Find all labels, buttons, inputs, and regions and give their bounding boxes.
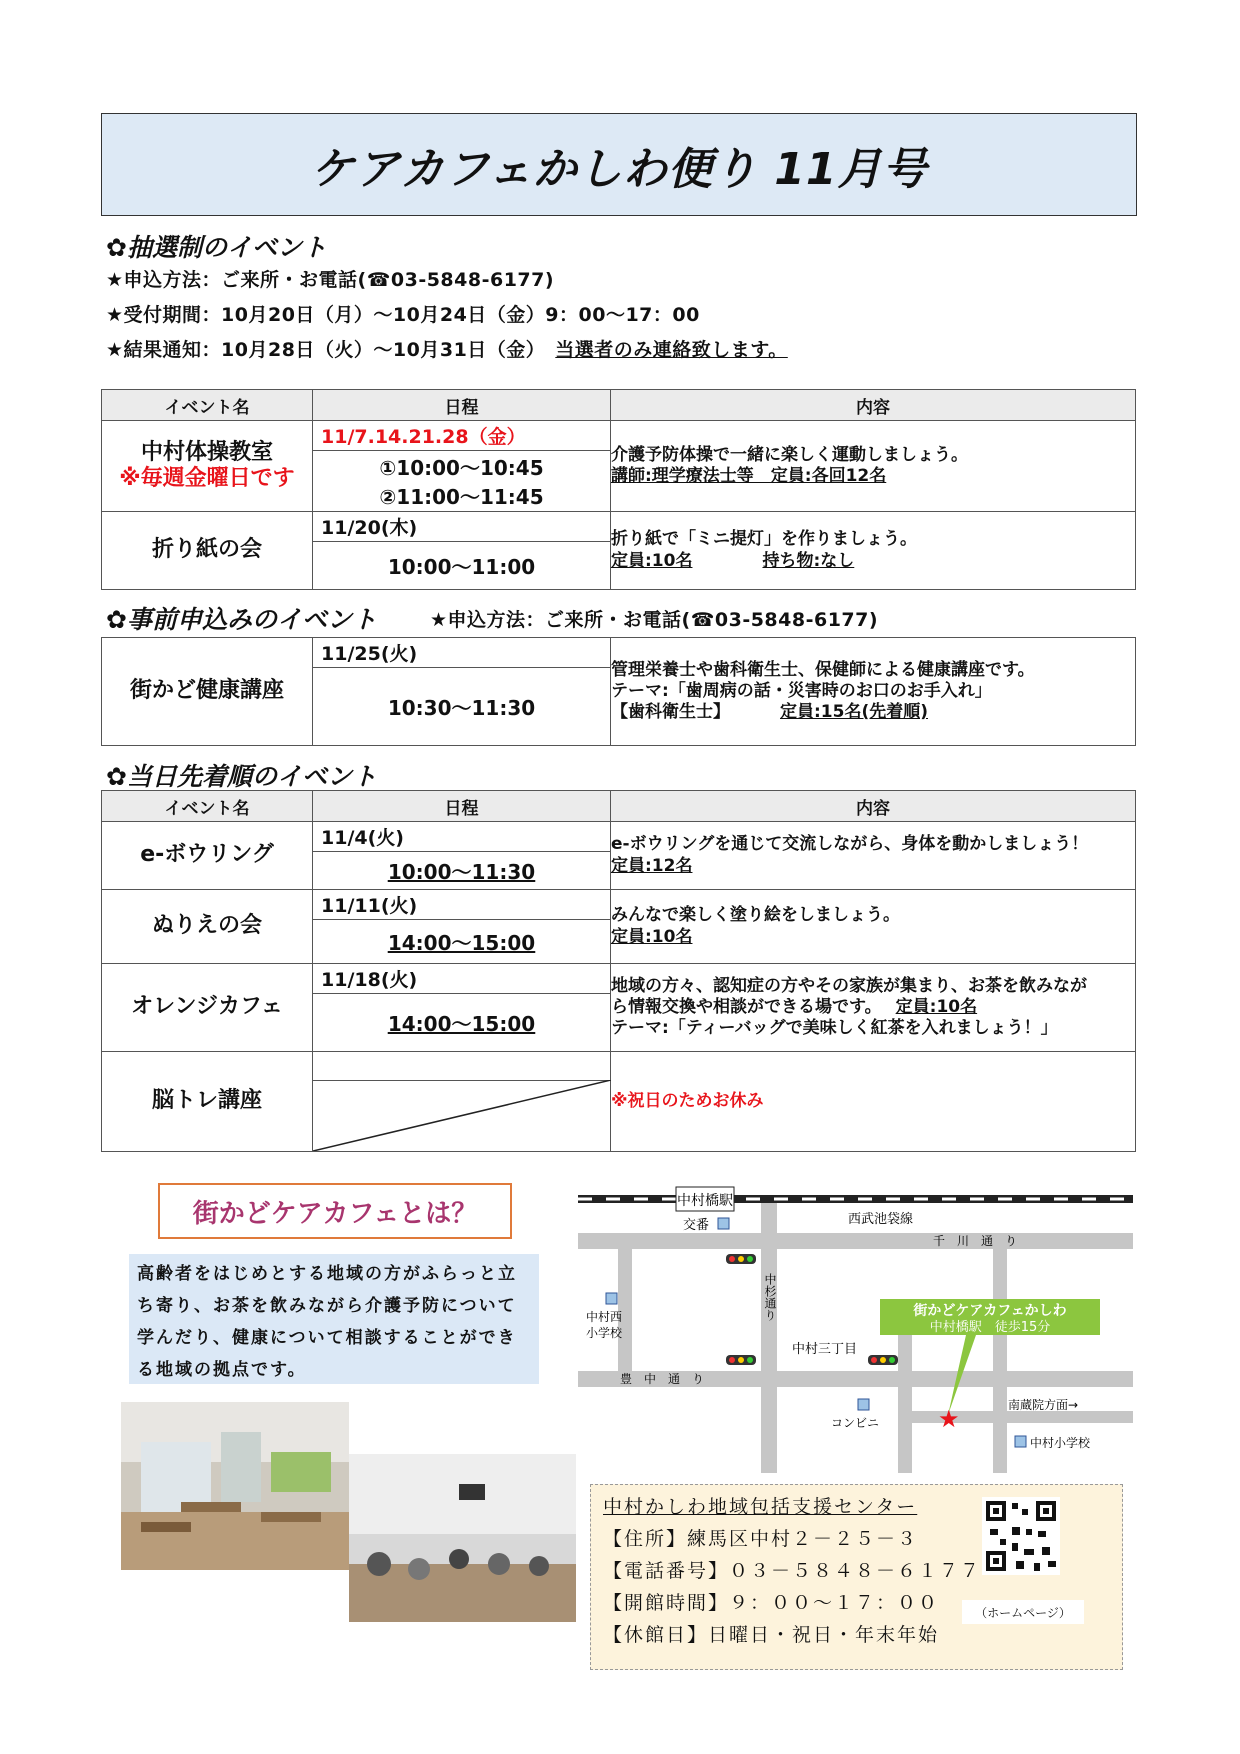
traffic-light-icon: [726, 1254, 756, 1264]
event-desc: 管理栄養士や歯科衛生士、保健師による健康講座です。 テーマ:「歯周病の話・災害時のお口のお手入れ」 【歯科衛生士】 定員:15名(先着順): [611, 638, 1136, 746]
map-koban: 交番: [683, 1218, 710, 1233]
event-date: 11/7.14.21.28（金）: [313, 421, 610, 451]
event-date: 11/18(火): [313, 964, 610, 994]
map-line: 西武池袋線: [848, 1212, 914, 1227]
event-name: オレンジカフェ: [102, 964, 313, 1052]
map-toyonaka: 豊 中 通 り: [620, 1372, 705, 1386]
map-sanchome: 中村三丁目: [792, 1342, 858, 1357]
event-date: 11/11(火): [313, 890, 610, 920]
event-time: 10:30～11:30: [387, 696, 536, 720]
opening-hours: 【開館時間】９：００～１７：００: [603, 1592, 940, 1614]
event-name: 折り紙の会: [102, 512, 313, 590]
event-time: 14:00～15:00: [387, 1012, 536, 1036]
event-desc: e-ボウリングを通じて交流しながら、身体を動かしましょう！ 定員:12名: [611, 822, 1136, 890]
svg-text:中村橋駅 徒歩15分: 中村橋駅 徒歩15分: [929, 1320, 1051, 1335]
lottery-method: ★申込方法：ご来所・お電話(☎03-5848-6177): [106, 269, 555, 291]
closed-days: 【休館日】日曜日・祝日・年末年始: [603, 1624, 940, 1646]
advance-table: [101, 637, 1136, 746]
event-name: ぬりえの会: [102, 890, 313, 964]
map-konbini: コンビニ: [831, 1416, 880, 1430]
event-time: ①10:00～10:45 ②11:00～11:45: [379, 456, 544, 509]
page-title: ケアカフェかしわ便り 11月号: [310, 143, 928, 195]
map-station: 中村橋駅: [677, 1193, 733, 1209]
cafe-room-photo: [121, 1402, 349, 1570]
table-row: [102, 638, 1136, 746]
table-row: [102, 512, 1136, 590]
table-row: [102, 822, 1136, 890]
lottery-table: [101, 389, 1136, 590]
event-name: 中村体操教室 ※毎週金曜日です: [102, 421, 313, 512]
map-nanzoin: 南蔵院方面→: [1008, 1398, 1079, 1412]
center-name: 中村かしわ地域包括支援センター: [603, 1496, 918, 1518]
event-time: 14:00～15:00: [387, 931, 536, 955]
map-nakasugi: 中杉通り: [763, 1273, 777, 1321]
event-time: 10:00～11:00: [387, 555, 536, 579]
header-event: イベント名: [102, 390, 313, 421]
phone: 【電話番号】０３－５８４８－６１７７: [603, 1560, 982, 1582]
event-desc: 折り紙で「ミニ提灯」を作りましょう。 定員:10名 持ち物:なし: [611, 512, 1136, 590]
address: 【住所】練馬区中村２－２５－３: [603, 1528, 919, 1550]
diagonal-line: [313, 1080, 611, 1151]
traffic-light-icon: [726, 1355, 756, 1365]
title-banner: [101, 113, 1137, 216]
svg-text:小学校: 小学校: [586, 1326, 623, 1340]
map-school-naka: 中村小学校: [1030, 1436, 1091, 1450]
exercise-class-photo: [349, 1454, 576, 1622]
advance-heading: ✿事前申込みのイベント: [106, 605, 377, 634]
advance-method: ★申込方法：ご来所・お電話(☎03-5848-6177): [430, 609, 879, 631]
event-desc: ※祝日のためお休み: [611, 1052, 1136, 1152]
lottery-period: ★受付期間：10月20日（月）～10月24日（金）9：00～17：00: [106, 304, 700, 326]
map-callout: 街かどケアカフェかしわ: [913, 1303, 1067, 1319]
header-event: イベント名: [102, 791, 313, 822]
location-star-icon: ★: [938, 1405, 960, 1433]
lottery-heading: ✿抽選制のイベント: [106, 233, 327, 262]
homepage-label: （ホームページ）: [962, 1600, 1084, 1624]
event-desc: みんなで楽しく塗り絵をしましょう。 定員:10名: [611, 890, 1136, 964]
event-name: 街かど健康講座: [102, 638, 313, 746]
lottery-result: ★結果通知：10月28日（火）～10月31日（金） 当選者のみ連絡致します。: [106, 339, 788, 361]
table-row: [102, 964, 1136, 1052]
table-row: [102, 1052, 1136, 1152]
table-row: [102, 890, 1136, 964]
event-name: 脳トレ講座: [102, 1052, 313, 1152]
event-desc: 介護予防体操で一緒に楽しく運動しましょう。 講師:理学療法士等 定員:各回12名: [611, 421, 1136, 512]
header-content: 内容: [611, 390, 1136, 421]
table-row: [102, 421, 1136, 512]
traffic-light-icon: [868, 1355, 898, 1365]
sameday-heading: ✿当日先着順のイベント: [106, 762, 377, 791]
event-date: 11/25(火): [313, 638, 610, 668]
qr-code-icon[interactable]: [982, 1497, 1060, 1575]
event-time: 10:00～11:30: [387, 860, 536, 884]
sameday-table: [101, 790, 1136, 1152]
about-title-box: 街かどケアカフェとは？: [158, 1183, 512, 1239]
header-date: 日程: [313, 390, 611, 421]
about-text: 高齢者をはじめとする地域の方がふらっと立ち寄り、お茶を飲みながら介護予防について学んだり、健康について相談することができる地域の拠点です。: [129, 1254, 539, 1384]
access-map: [578, 1183, 1133, 1473]
event-name: e-ボウリング: [102, 822, 313, 890]
header-content: 内容: [611, 791, 1136, 822]
map-school-west: 中村西: [586, 1310, 623, 1324]
event-date: 11/20(木): [313, 512, 610, 542]
header-date: 日程: [313, 791, 611, 822]
map-senkawa: 千 川 通 り: [933, 1234, 1018, 1248]
event-date: 11/4(火): [313, 822, 610, 852]
event-desc: 地域の方々、認知症の方やその家族が集まり、お茶を飲みなが ら情報交換や相談ができる場です。 定員:10名 テーマ:「ティーバッグで美味しく紅茶を入れましょう！」: [611, 964, 1136, 1052]
